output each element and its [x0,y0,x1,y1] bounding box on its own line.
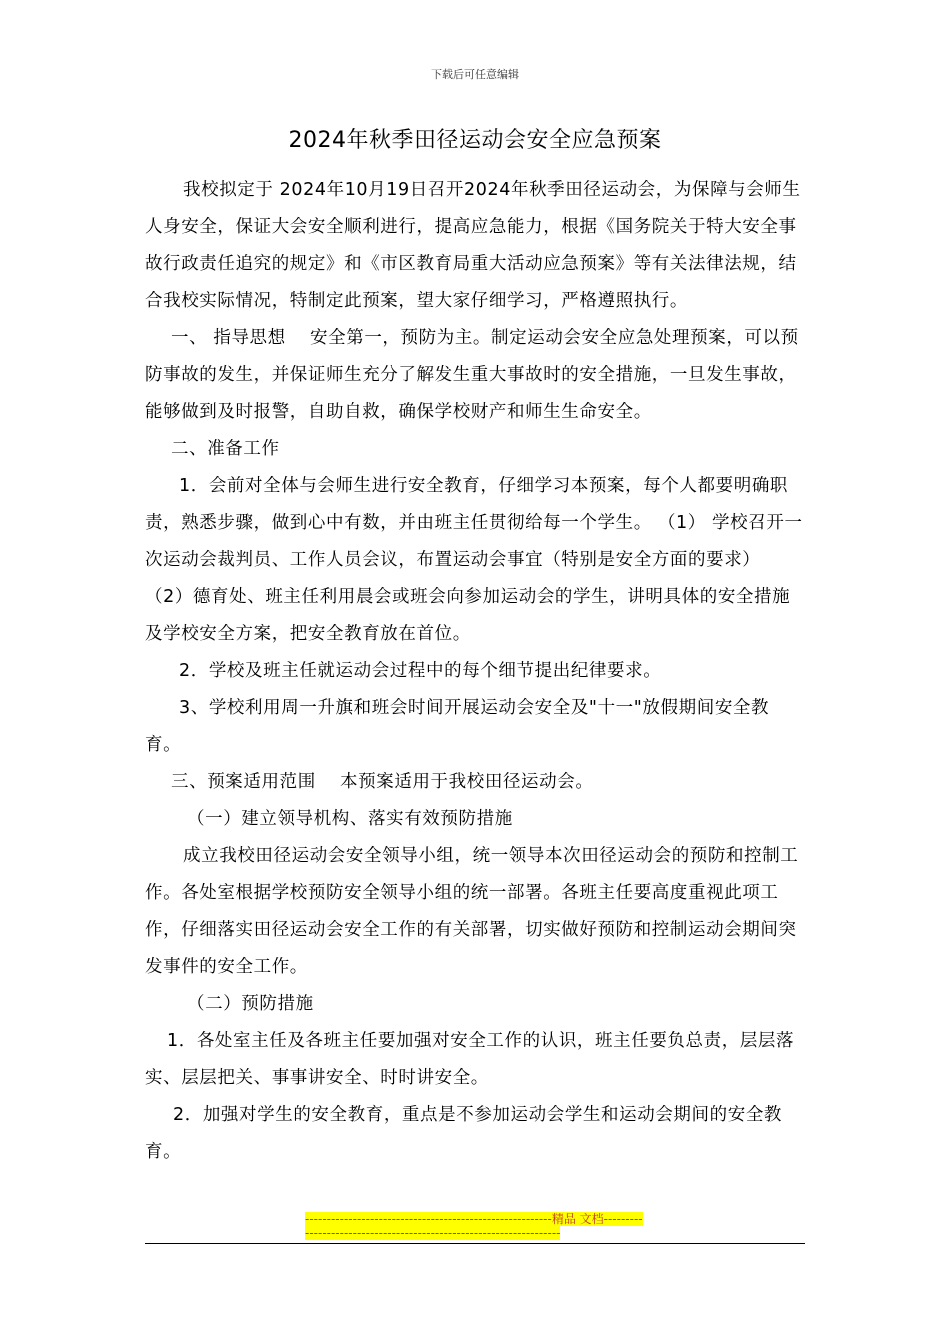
paragraph: （二）预防措施 [187,994,314,1014]
paragraph: 1．各处室主任及各班主任要加强对安全工作的认识，班主任要负总责，层层落实、层层把关、事事讲安全、时时讲安全。 [145,1031,795,1088]
paragraph: 二、准备工作 [171,439,280,459]
paragraph: 1．会前对全体与会师生进行安全教育，仔细学习本预案，每个人都要明确职责，熟悉步骤，做到心中有数，并由班主任贯彻给每一个学生。 （1） 学校召开一次运动会裁判员、工作人员会议，布置运动会事宜（特别是安全方面的要求） （2）德育处、班主任利用晨会或班会向参加运动会的学生，讲明具体的安全措施及学校安全方案，把安全教育放在首位。 [145,476,803,644]
paragraph: 成立我校田径运动会安全领导小组，统一领导本次田径运动会的预防和控制工作。各处室根据学校预防安全领导小组的统一部署。各班主任要高度重视此项工作，仔细落实田径运动会安全工作的有关部署，切实做好预防和控制运动会期间突发事件的安全工作。 [145,846,799,977]
paragraph: 2．学校及班主任就运动会过程中的每个细节提出纪律要求。 [179,661,662,681]
footer-watermark [305,1212,645,1240]
paragraph: 一、 指导思想 安全第一，预防为主。制定运动会安全应急处理预案，可以预防事故的发生，并保证师生充分了解发生重大事故时的安全措施，一旦发生事故，能够做到及时报警，自助自救，确保学校财产和师生生命安全。 [145,328,799,422]
footer-divider [145,1243,805,1244]
paragraph: 三、预案适用范围 本预案适用于我校田径运动会。 [171,772,594,792]
footer-watermark-text: ---------------------------------------------------------精品 文档-------------------------------------------------------------------- [305,1212,643,1240]
document-body [145,172,805,1171]
paragraph: （一）建立领导机构、落实有效预防措施 [187,809,513,829]
paragraph: 我校拟定于 2024年10月19日召开2024年秋季田径运动会，为保障与会师生人身安全，保证大会安全顺利进行，提高应急能力，根据《国务院关于特大安全事故行政责任追究的规定》和《市区教育局重大活动应急预案》等有关法律法规，结合我校实际情况，特制定此预案，望大家仔细学习，严格遵照执行。 [145,180,801,311]
page-title: 2024年秋季田径运动会安全应急预案 [288,128,662,153]
header-note: 下载后可任意编辑 [431,68,519,81]
paragraph: 2．加强对学生的安全教育，重点是不参加运动会学生和运动会期间的安全教育。 [145,1105,783,1162]
paragraph: 3、学校利用周一升旗和班会时间开展运动会安全及"十一"放假期间安全教育。 [145,698,770,755]
